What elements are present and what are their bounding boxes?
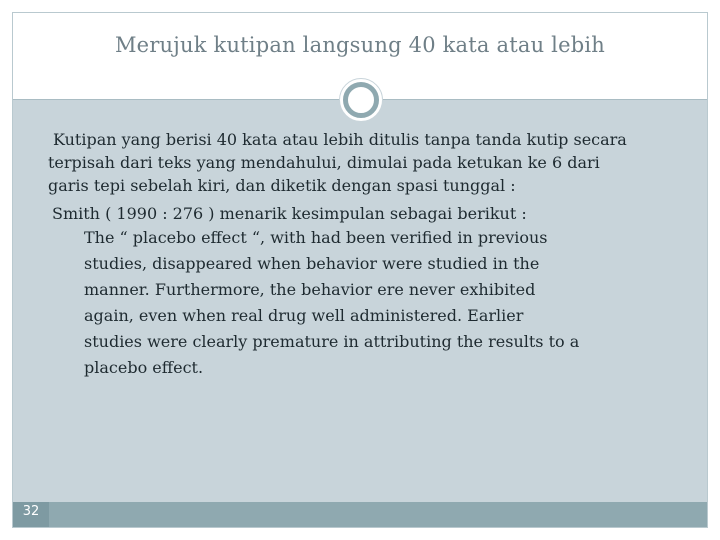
slide-number: 32	[22, 504, 40, 519]
divider-line-left	[13, 99, 339, 100]
paragraph-intro	[48, 128, 688, 197]
block-quote	[84, 225, 579, 381]
quote-line: placebo effect.	[84, 358, 204, 377]
divider-ring-icon	[343, 82, 379, 118]
quote-line: manner. Furthermore, the behavior ere never exhibited	[84, 280, 536, 299]
quote-line: studies, disappeared when behavior were studied in the	[84, 254, 540, 273]
quote-line: The “ placebo effect “, with had been verified in previous	[84, 228, 548, 247]
quote-line: again, even when real drug well administered. Earlier	[84, 306, 524, 325]
divider-line-right	[383, 99, 707, 100]
paragraph-intro-line: Kutipan yang berisi 40 kata atau lebih ditulis tanpa tanda kutip secara	[53, 130, 627, 149]
paragraph-intro-line: terpisah dari teks yang mendahului, dimulai pada ketukan ke 6 dari	[48, 153, 600, 172]
footer-bar	[13, 502, 707, 527]
quote-line: studies were clearly premature in attributing the results to a	[84, 332, 580, 351]
slide-title: Merujuk kutipan langsung 40 kata atau lebih	[114, 33, 606, 57]
paragraph-citation: Smith ( 1990 : 276 ) menarik kesimpulan sebagai berikut :	[52, 204, 527, 223]
paragraph-intro-line: garis tepi sebelah kiri, dan diketik dengan spasi tunggal :	[48, 176, 516, 195]
